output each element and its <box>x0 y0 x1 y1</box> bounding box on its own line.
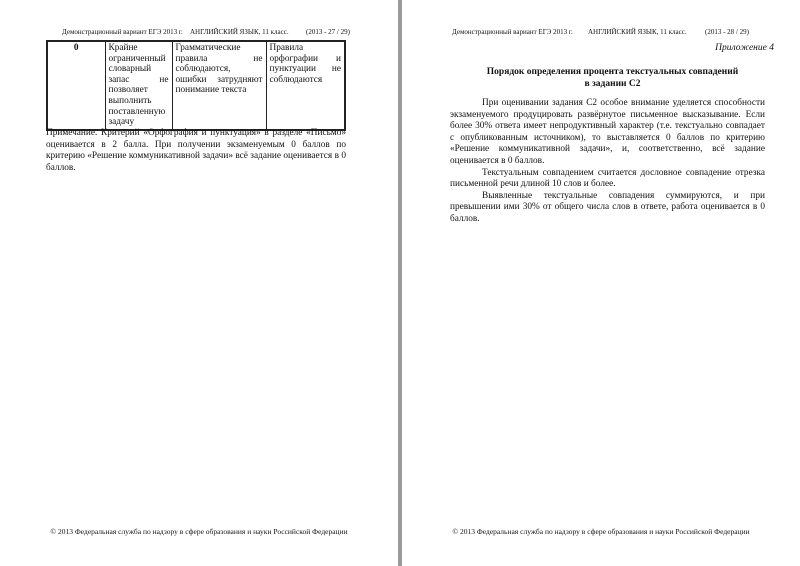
page-28 <box>402 0 800 566</box>
header-page-number: (2013 - 27 / 29) <box>306 28 350 36</box>
header-subject: АНГЛИЙСКИЙ ЯЗЫК, 11 класс. <box>588 28 687 36</box>
table-cell-score: 0 <box>47 41 105 130</box>
title-line: в задании С2 <box>584 78 641 89</box>
table-row <box>47 41 345 130</box>
page-footer: © 2013 Федеральная служба по надзору в сфере образования и науки Российской Федерации <box>452 527 750 536</box>
body-text <box>450 98 765 226</box>
title-line: Порядок определения процента текстуальных совпадений <box>486 67 739 77</box>
table-cell: Грамматические правила не соблюдаются, ошибки затрудняют понимание текста <box>172 41 266 130</box>
header-source: Демонстрационный вариант ЕГЭ 2013 г. <box>62 28 183 36</box>
criteria-table <box>46 40 346 131</box>
header-page-number: (2013 - 28 / 29) <box>705 28 749 36</box>
appendix-label: Приложение 4 <box>715 43 774 53</box>
section-title <box>450 67 775 90</box>
header-subject: АНГЛИЙСКИЙ ЯЗЫК, 11 класс. <box>190 28 289 36</box>
paragraph: Выявленные текстуальные совпадения суммируются, и при превышении ими 30% от общего числа слов в ответе, работа оценивается в 0 баллов. <box>450 190 765 224</box>
table-cell: Правила орфографии и пунктуации не соблюдаются <box>266 41 345 130</box>
paragraph: Текстуальным совпадением считается дословное совпадение отрезка письменной речи длиной 10 слов и более. <box>450 167 765 190</box>
header-source: Демонстрационный вариант ЕГЭ 2013 г. <box>452 28 573 36</box>
page-footer: © 2013 Федеральная служба по надзору в сфере образования и науки Российской Федерации <box>50 527 348 536</box>
table-cell: Крайне ограниченный словарный запас не позволяет выполнить поставленную задачу <box>105 41 172 130</box>
note-text: Примечание. Критерий «Орфография и пунктуация» в разделе «Письмо» оценивается в 2 балла. При получении экзаменуемым 0 баллов по критерию «Решение коммуникативной задачи» всё задание оценивается в 0 баллов. <box>46 128 346 173</box>
paragraph: При оценивании задания С2 особое внимание уделяется способности экзаменуемого продуцировать развёрнутое письменное высказывание. Если более 30% ответа имеет непродуктивный характер (т.е. текстуально совпадает с опубликованным источником), то выставляется 0 баллов по критерию «Решение коммуникативной задачи», и, соответственно, всё задание оценивается в 0 баллов. <box>450 98 765 166</box>
page-27 <box>0 0 398 566</box>
